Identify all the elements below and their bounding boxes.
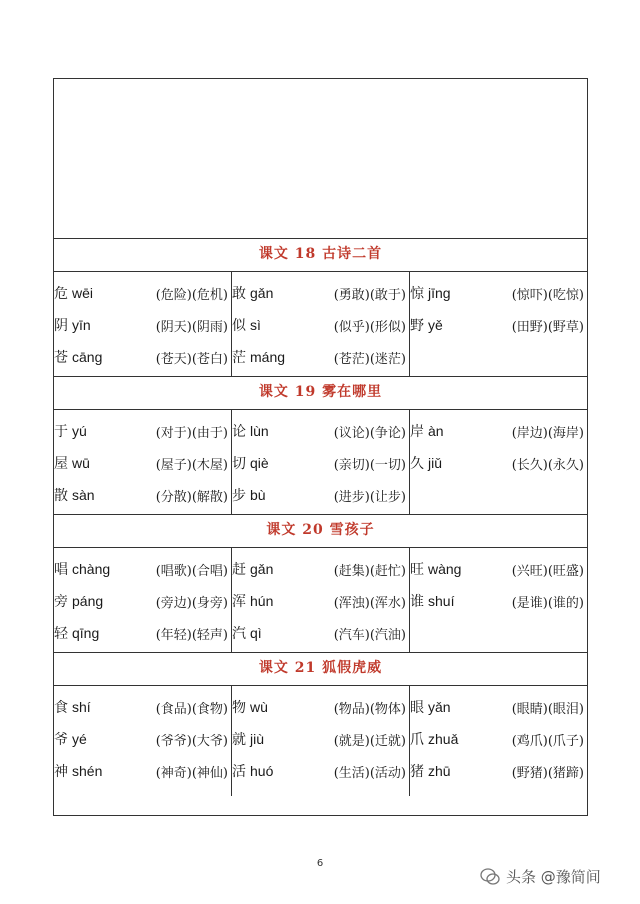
pinyin: gǎn bbox=[250, 561, 274, 577]
char: 久 bbox=[410, 456, 424, 472]
entry bbox=[232, 447, 409, 479]
char: 汽 bbox=[232, 626, 246, 642]
column bbox=[410, 410, 587, 514]
char: 屋 bbox=[54, 456, 68, 472]
words: (赶集)(赶忙) bbox=[333, 563, 406, 579]
entry bbox=[54, 447, 231, 479]
char: 岸 bbox=[410, 424, 424, 440]
pinyin: wēi bbox=[72, 285, 94, 301]
pinyin: sì bbox=[250, 317, 261, 333]
entry bbox=[232, 755, 409, 787]
char: 论 bbox=[232, 424, 246, 440]
entry bbox=[232, 341, 409, 373]
words: (浑浊)(浑水) bbox=[333, 595, 406, 611]
char: 食 bbox=[54, 700, 68, 716]
column bbox=[232, 548, 410, 652]
pinyin: páng bbox=[72, 593, 104, 609]
words: (食品)(食物) bbox=[155, 701, 228, 717]
entry bbox=[232, 723, 409, 755]
char: 阴 bbox=[54, 318, 68, 334]
pinyin: lùn bbox=[250, 423, 269, 439]
entry bbox=[410, 691, 587, 723]
pinyin: wàng bbox=[428, 561, 462, 577]
lesson-21 bbox=[54, 652, 587, 796]
lesson-19 bbox=[54, 376, 587, 515]
entry bbox=[410, 585, 587, 617]
char: 步 bbox=[232, 488, 246, 504]
pinyin: chàng bbox=[72, 561, 111, 577]
entry bbox=[232, 617, 409, 649]
lesson-title: 课文 21 狐假虎威 bbox=[54, 652, 587, 686]
char: 赶 bbox=[232, 562, 246, 578]
entry bbox=[54, 479, 231, 511]
column bbox=[410, 548, 587, 652]
words: (唱歌)(合唱) bbox=[155, 563, 228, 579]
words: (兴旺)(旺盛) bbox=[511, 563, 584, 579]
pinyin: jiǔ bbox=[428, 455, 443, 471]
entry bbox=[54, 553, 231, 585]
char: 旺 bbox=[410, 562, 424, 578]
entry bbox=[410, 309, 587, 341]
pinyin: qīng bbox=[72, 625, 100, 641]
words: (对于)(由于) bbox=[155, 425, 228, 441]
column bbox=[54, 548, 232, 652]
words: (生活)(活动) bbox=[333, 765, 406, 781]
words: (阴天)(阴雨) bbox=[155, 319, 228, 335]
lesson-columns bbox=[54, 272, 587, 377]
entry bbox=[410, 277, 587, 309]
entry bbox=[232, 415, 409, 447]
char: 危 bbox=[54, 286, 68, 302]
lesson-18 bbox=[54, 238, 587, 377]
pinyin: wū bbox=[72, 455, 90, 471]
column bbox=[54, 686, 232, 796]
entry bbox=[232, 585, 409, 617]
entry bbox=[232, 691, 409, 723]
pinyin: máng bbox=[250, 349, 286, 365]
words: (似乎)(形似) bbox=[333, 319, 406, 335]
char: 爪 bbox=[410, 732, 424, 748]
wechat-icon bbox=[480, 867, 500, 887]
pinyin: yé bbox=[72, 731, 87, 747]
char: 唱 bbox=[54, 562, 68, 578]
column bbox=[410, 686, 587, 796]
lesson-title: 课文 18 古诗二首 bbox=[54, 238, 587, 272]
entry bbox=[54, 585, 231, 617]
pinyin: cāng bbox=[72, 349, 103, 365]
char: 眼 bbox=[410, 700, 424, 716]
pinyin: jīng bbox=[428, 285, 451, 301]
char: 野 bbox=[410, 318, 424, 334]
words: (旁边)(身旁) bbox=[155, 595, 228, 611]
entry bbox=[410, 447, 587, 479]
pinyin: wù bbox=[250, 699, 268, 715]
char: 敢 bbox=[232, 286, 246, 302]
words: (屋子)(木屋) bbox=[155, 457, 228, 473]
lesson-columns bbox=[54, 410, 587, 515]
entry bbox=[54, 277, 231, 309]
char: 神 bbox=[54, 764, 68, 780]
words: (爷爷)(大爷) bbox=[155, 733, 228, 749]
pinyin: huó bbox=[250, 763, 274, 779]
words: (苍茫)(迷茫) bbox=[333, 351, 406, 367]
entry bbox=[410, 755, 587, 787]
entry bbox=[54, 309, 231, 341]
column bbox=[410, 272, 587, 376]
pinyin: yú bbox=[72, 423, 87, 439]
char: 似 bbox=[232, 318, 246, 334]
pinyin: zhuǎ bbox=[428, 731, 459, 747]
lesson-title: 课文 19 雾在哪里 bbox=[54, 376, 587, 410]
char: 散 bbox=[54, 488, 68, 504]
words: (就是)(迁就) bbox=[333, 733, 406, 749]
char: 惊 bbox=[410, 286, 424, 302]
entry bbox=[54, 415, 231, 447]
words: (苍天)(苍白) bbox=[155, 351, 228, 367]
entry bbox=[54, 617, 231, 649]
words: (神奇)(神仙) bbox=[155, 765, 228, 781]
words: (眼睛)(眼泪) bbox=[511, 701, 584, 717]
lesson-20 bbox=[54, 514, 587, 653]
words: (亲切)(一切) bbox=[333, 457, 406, 473]
words: (分散)(解散) bbox=[155, 489, 228, 505]
pinyin: jiù bbox=[250, 731, 265, 747]
words: (议论)(争论) bbox=[333, 425, 406, 441]
entry bbox=[232, 479, 409, 511]
column bbox=[232, 686, 410, 796]
entry bbox=[54, 341, 231, 373]
char: 物 bbox=[232, 700, 246, 716]
pinyin: yě bbox=[428, 317, 443, 333]
entry bbox=[232, 553, 409, 585]
pinyin: gǎn bbox=[250, 285, 274, 301]
lesson-title: 课文 20 雪孩子 bbox=[54, 514, 587, 548]
pinyin: sàn bbox=[72, 487, 95, 503]
vocab-table bbox=[53, 78, 588, 816]
watermark bbox=[480, 866, 601, 887]
words: (田野)(野草) bbox=[511, 319, 584, 335]
char: 轻 bbox=[54, 626, 68, 642]
char: 切 bbox=[232, 456, 246, 472]
words: (物品)(物体) bbox=[333, 701, 406, 717]
char: 猪 bbox=[410, 764, 424, 780]
words: (年轻)(轻声) bbox=[155, 627, 228, 643]
words: (惊吓)(吃惊) bbox=[511, 287, 584, 303]
words: (鸡爪)(爪子) bbox=[511, 733, 584, 749]
column bbox=[232, 410, 410, 514]
pinyin: shuí bbox=[428, 593, 455, 609]
pinyin: shí bbox=[72, 699, 91, 715]
pinyin: hún bbox=[250, 593, 274, 609]
pinyin: yǎn bbox=[428, 699, 451, 715]
char: 谁 bbox=[410, 594, 424, 610]
lesson-columns bbox=[54, 548, 587, 653]
pinyin: qiè bbox=[250, 455, 269, 471]
words: (岸边)(海岸) bbox=[511, 425, 584, 441]
pinyin: yīn bbox=[72, 317, 91, 333]
char: 就 bbox=[232, 732, 246, 748]
char: 旁 bbox=[54, 594, 68, 610]
entry bbox=[232, 309, 409, 341]
words: (长久)(永久) bbox=[511, 457, 584, 473]
column bbox=[232, 272, 410, 376]
char: 于 bbox=[54, 424, 68, 440]
blank-area bbox=[54, 79, 587, 239]
pinyin: shén bbox=[72, 763, 103, 779]
words: (汽车)(汽油) bbox=[333, 627, 406, 643]
entry bbox=[410, 723, 587, 755]
column bbox=[54, 272, 232, 376]
words: (危险)(危机) bbox=[155, 287, 228, 303]
column bbox=[54, 410, 232, 514]
lesson-columns bbox=[54, 686, 587, 796]
pinyin: bù bbox=[250, 487, 266, 503]
watermark-text: 头条 @豫简间 bbox=[506, 868, 601, 886]
entry bbox=[54, 723, 231, 755]
char: 浑 bbox=[232, 594, 246, 610]
char: 爷 bbox=[54, 732, 68, 748]
entry bbox=[54, 755, 231, 787]
words: (野猪)(猪蹄) bbox=[511, 765, 584, 781]
pinyin: zhū bbox=[428, 763, 451, 779]
entry bbox=[54, 691, 231, 723]
entry bbox=[232, 277, 409, 309]
char: 苍 bbox=[54, 350, 68, 366]
words: (进步)(让步) bbox=[333, 489, 406, 505]
char: 活 bbox=[232, 764, 246, 780]
pinyin: àn bbox=[428, 423, 444, 439]
char: 茫 bbox=[232, 350, 246, 366]
entry bbox=[410, 415, 587, 447]
pinyin: qì bbox=[250, 625, 262, 641]
words: (是谁)(谁的) bbox=[511, 595, 584, 611]
entry bbox=[410, 553, 587, 585]
words: (勇敢)(敢于) bbox=[333, 287, 406, 303]
page-number: 6 bbox=[316, 858, 324, 869]
